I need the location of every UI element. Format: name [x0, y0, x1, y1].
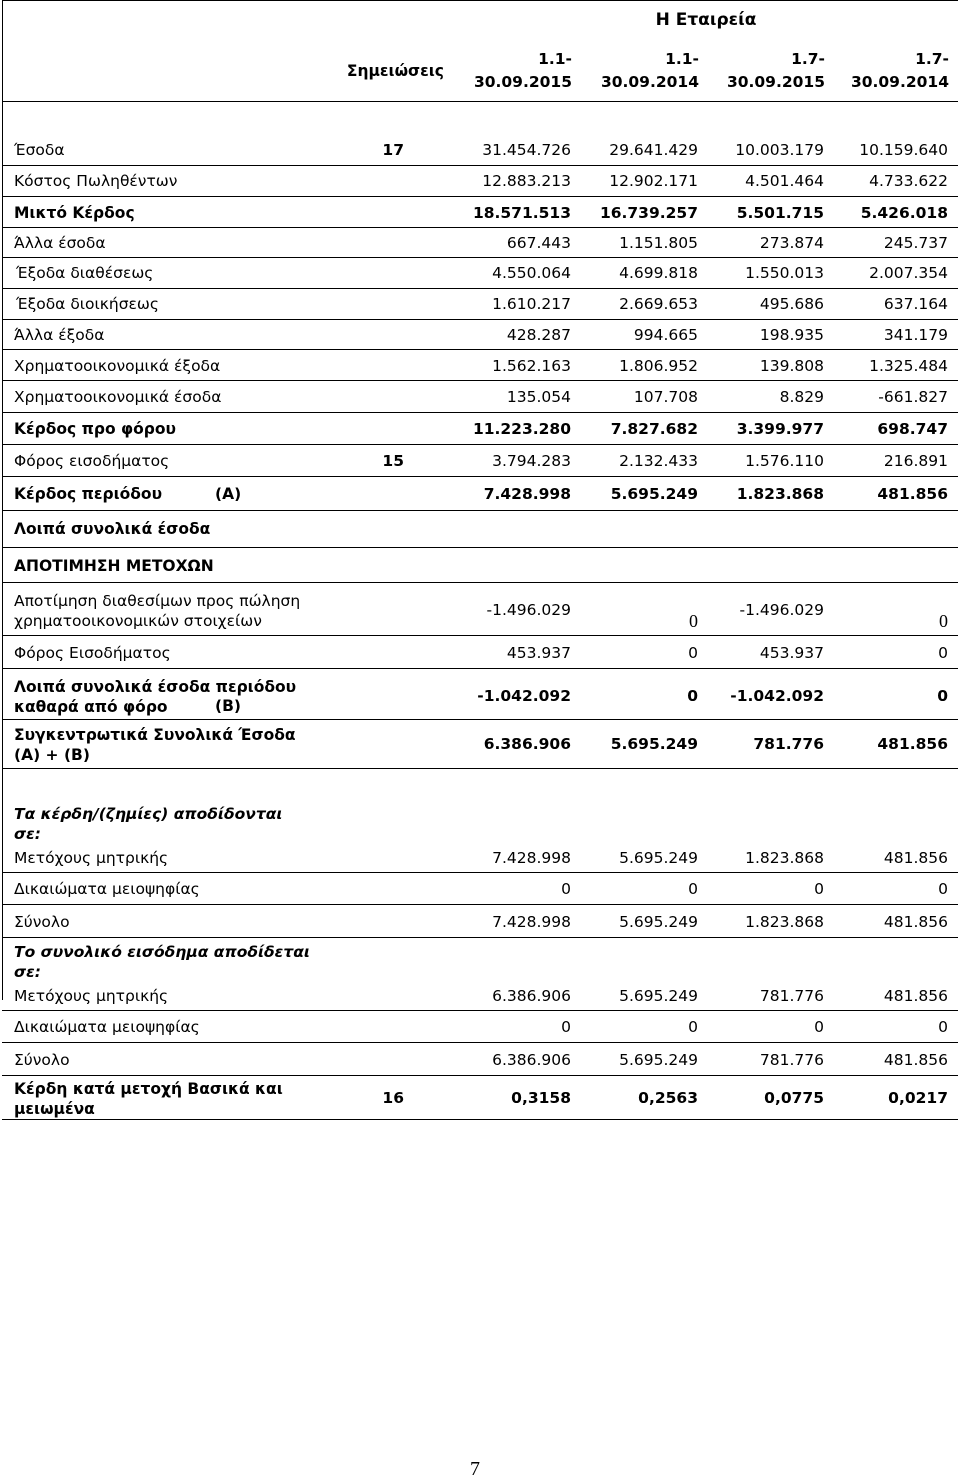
row-divider	[2, 768, 958, 769]
row-divider	[2, 349, 958, 350]
value-cell: 341.179	[883, 326, 948, 344]
row-divider	[2, 227, 958, 228]
value-cell: 698.747	[877, 420, 948, 438]
row-label: Έσοδα	[14, 141, 65, 159]
value-cell: 245.737	[883, 234, 948, 252]
section-title: Το συνολικό εισόδημα αποδίδεται σε:	[14, 943, 310, 981]
value-cell: 1.151.805	[619, 234, 698, 252]
row-divider	[2, 1010, 958, 1011]
value-cell: 5.426.018	[860, 204, 948, 222]
row-divider	[2, 937, 958, 938]
row-divider	[2, 635, 958, 636]
value-cell: 0	[937, 687, 948, 705]
row-divider	[2, 319, 958, 320]
row-divider	[2, 380, 958, 381]
value-cell: 6.386.906	[492, 1051, 571, 1069]
value-cell: 0	[938, 1018, 948, 1036]
value-cell: 5.695.249	[610, 485, 698, 503]
value-cell: 667.443	[506, 234, 571, 252]
row-note: 15	[382, 452, 404, 470]
row-divider	[2, 165, 958, 166]
header-divider	[2, 101, 958, 102]
row-label: Άλλα έξοδα	[14, 326, 105, 344]
row-label: Φόρος Εισοδήματος	[14, 644, 171, 662]
row-label: Έξοδα διαθέσεως	[16, 264, 154, 282]
value-cell: 6.386.906	[492, 987, 571, 1005]
value-cell: 0	[938, 644, 948, 662]
value-cell: -661.827	[878, 388, 948, 406]
value-cell: 2.669.653	[619, 295, 698, 313]
notes-header: Σημειώσεις	[346, 62, 444, 80]
value-cell: -1.042.092	[730, 687, 824, 705]
value-cell: 481.856	[877, 735, 948, 753]
value-cell: 11.223.280	[472, 420, 571, 438]
value-cell: 453.937	[759, 644, 824, 662]
value-cell: 216.891	[883, 452, 948, 470]
value-cell: 5.695.249	[619, 1051, 698, 1069]
value-cell: 5.695.249	[610, 735, 698, 753]
value-cell: 198.935	[759, 326, 824, 344]
value-cell: 273.874	[759, 234, 824, 252]
value-cell: 1.806.952	[619, 357, 698, 375]
value-cell: 1.562.163	[492, 357, 571, 375]
row-note: 16	[382, 1089, 404, 1107]
value-cell: 1.325.484	[869, 357, 948, 375]
value-cell: 428.287	[506, 326, 571, 344]
row-divider	[2, 719, 958, 720]
row-divider	[2, 196, 958, 197]
value-cell: 135.054	[506, 388, 571, 406]
row-label: Δικαιώματα μειοψηφίας	[14, 880, 200, 898]
value-cell: 4.501.464	[745, 172, 824, 190]
company-header: Η Εταιρεία	[655, 10, 757, 30]
value-cell: 994.665	[633, 326, 698, 344]
column-header-1: 1.1- 30.09.2015	[473, 50, 572, 91]
value-cell: 1.823.868	[745, 849, 824, 867]
value-cell: 10.159.640	[859, 141, 948, 159]
value-cell: 781.776	[753, 735, 824, 753]
value-cell: 7.428.998	[492, 913, 571, 931]
value-cell: 0	[561, 1018, 571, 1036]
row-label: Χρηματοοικονομικά έσοδα	[14, 388, 222, 406]
row-divider	[2, 412, 958, 413]
value-cell: 7.428.998	[483, 485, 571, 503]
row-label: Σύνολο	[14, 1051, 70, 1069]
value-cell: 453.937	[506, 644, 571, 662]
row-label: Κέρδος προ φόρου	[14, 420, 177, 438]
row-divider	[2, 547, 958, 548]
value-cell: 5.501.715	[736, 204, 824, 222]
value-cell: 481.856	[877, 485, 948, 503]
frame-top-border	[2, 0, 958, 1]
row-divider	[2, 288, 958, 289]
value-cell: 10.003.179	[735, 141, 824, 159]
value-cell: 1.610.217	[492, 295, 571, 313]
row-divider	[2, 582, 958, 583]
value-cell: 0	[688, 644, 698, 662]
section-title: Τα κέρδη/(ζημίες) αποδίδονται σε:	[14, 805, 283, 843]
row-divider	[2, 1042, 958, 1043]
value-cell: 4.550.064	[492, 264, 571, 282]
value-cell: 495.686	[759, 295, 824, 313]
row-note: 17	[382, 141, 404, 159]
value-cell: 0	[939, 611, 948, 631]
value-cell: 5.695.249	[619, 987, 698, 1005]
row-label: Κέρδη κατά μετοχή Βασικά και μειωμένα	[14, 1080, 283, 1118]
row-label: Σύνολο	[14, 913, 70, 931]
row-label: Κέρδος περιόδου	[14, 485, 163, 503]
value-cell: 7.428.998	[492, 849, 571, 867]
value-cell: 0,2563	[638, 1089, 698, 1107]
value-cell: 481.856	[883, 913, 948, 931]
row-label: Φόρος εισοδήματος	[14, 452, 170, 470]
value-cell: 781.776	[759, 987, 824, 1005]
value-cell: -1.042.092	[477, 687, 571, 705]
value-cell: 0	[561, 880, 571, 898]
page-number: 7	[470, 1458, 480, 1480]
table-bottom-border	[2, 1119, 958, 1120]
section-title: Λοιπά συνολικά έσοδα	[14, 520, 211, 538]
row-label: Μικτό Κέρδος	[14, 204, 135, 222]
row-tag: (Α)	[215, 485, 242, 503]
value-cell: 0	[688, 880, 698, 898]
value-cell: 3.794.283	[492, 452, 571, 470]
value-cell: 481.856	[883, 849, 948, 867]
value-cell: 3.399.977	[736, 420, 824, 438]
row-label: Έξοδα διοικήσεως	[16, 295, 160, 313]
value-cell: 5.695.249	[619, 849, 698, 867]
row-tag: (Β)	[215, 697, 241, 715]
column-header-4: 1.7- 30.09.2014	[850, 50, 949, 91]
value-cell: 1.823.868	[736, 485, 824, 503]
value-cell: 29.641.429	[609, 141, 698, 159]
value-cell: 0	[814, 1018, 824, 1036]
row-divider	[2, 872, 958, 873]
row-divider	[2, 904, 958, 905]
value-cell: 0	[814, 880, 824, 898]
value-cell: 6.386.906	[483, 735, 571, 753]
column-header-3: 1.7- 30.09.2015	[726, 50, 825, 91]
section-title: ΑΠΟΤΙΜΗΣΗ ΜΕΤΟΧΩΝ	[14, 557, 214, 575]
row-divider	[2, 510, 958, 511]
value-cell: -1.496.029	[486, 601, 571, 619]
row-divider	[2, 444, 958, 445]
value-cell: 5.695.249	[619, 913, 698, 931]
value-cell: 139.808	[759, 357, 824, 375]
value-cell: 781.776	[759, 1051, 824, 1069]
value-cell: 12.902.171	[609, 172, 698, 190]
value-cell: 481.856	[883, 987, 948, 1005]
value-cell: 2.007.354	[869, 264, 948, 282]
row-label: Μετόχους μητρικής	[14, 987, 169, 1005]
value-cell: 0	[687, 687, 698, 705]
row-label: Χρηματοοικονομικά έξοδα	[14, 357, 221, 375]
row-label: Μετόχους μητρικής	[14, 849, 169, 867]
value-cell: 637.164	[883, 295, 948, 313]
row-label: Άλλα έσοδα	[14, 234, 106, 252]
value-cell: 7.827.682	[610, 420, 698, 438]
value-cell: 4.699.818	[619, 264, 698, 282]
value-cell: 1.823.868	[745, 913, 824, 931]
value-cell: 0	[938, 880, 948, 898]
value-cell: 0,0217	[888, 1089, 948, 1107]
row-label: Κόστος Πωληθέντων	[14, 172, 178, 190]
row-divider	[2, 668, 958, 669]
value-cell: 2.132.433	[619, 452, 698, 470]
value-cell: 4.733.622	[869, 172, 948, 190]
value-cell: 16.739.257	[599, 204, 698, 222]
column-header-2: 1.1- 30.09.2014	[600, 50, 699, 91]
value-cell: 31.454.726	[482, 141, 571, 159]
value-cell: -1.496.029	[739, 601, 824, 619]
value-cell: 0	[688, 1018, 698, 1036]
value-cell: 12.883.213	[482, 172, 571, 190]
row-label: Συγκεντρωτικά Συνολικά Έσοδα (Α) + (Β)	[14, 726, 296, 764]
value-cell: 18.571.513	[472, 204, 571, 222]
value-cell: 0	[689, 611, 698, 631]
frame-left-border	[2, 0, 3, 1000]
value-cell: 1.550.013	[745, 264, 824, 282]
value-cell: 481.856	[883, 1051, 948, 1069]
row-label: Δικαιώματα μειοψηφίας	[14, 1018, 200, 1036]
row-divider	[2, 476, 958, 477]
row-label: Λοιπά συνολικά έσοδα περιόδου καθαρά από φόρο	[14, 678, 297, 716]
row-label: Αποτίμηση διαθεσίμων προς πώληση χρηματοοικονομικών στοιχείων	[14, 592, 301, 630]
value-cell: 8.829	[779, 388, 824, 406]
value-cell: 107.708	[633, 388, 698, 406]
row-divider	[2, 1075, 958, 1076]
value-cell: 1.576.110	[745, 452, 824, 470]
value-cell: 0,3158	[511, 1089, 571, 1107]
value-cell: 0,0775	[764, 1089, 824, 1107]
row-divider	[2, 257, 958, 258]
